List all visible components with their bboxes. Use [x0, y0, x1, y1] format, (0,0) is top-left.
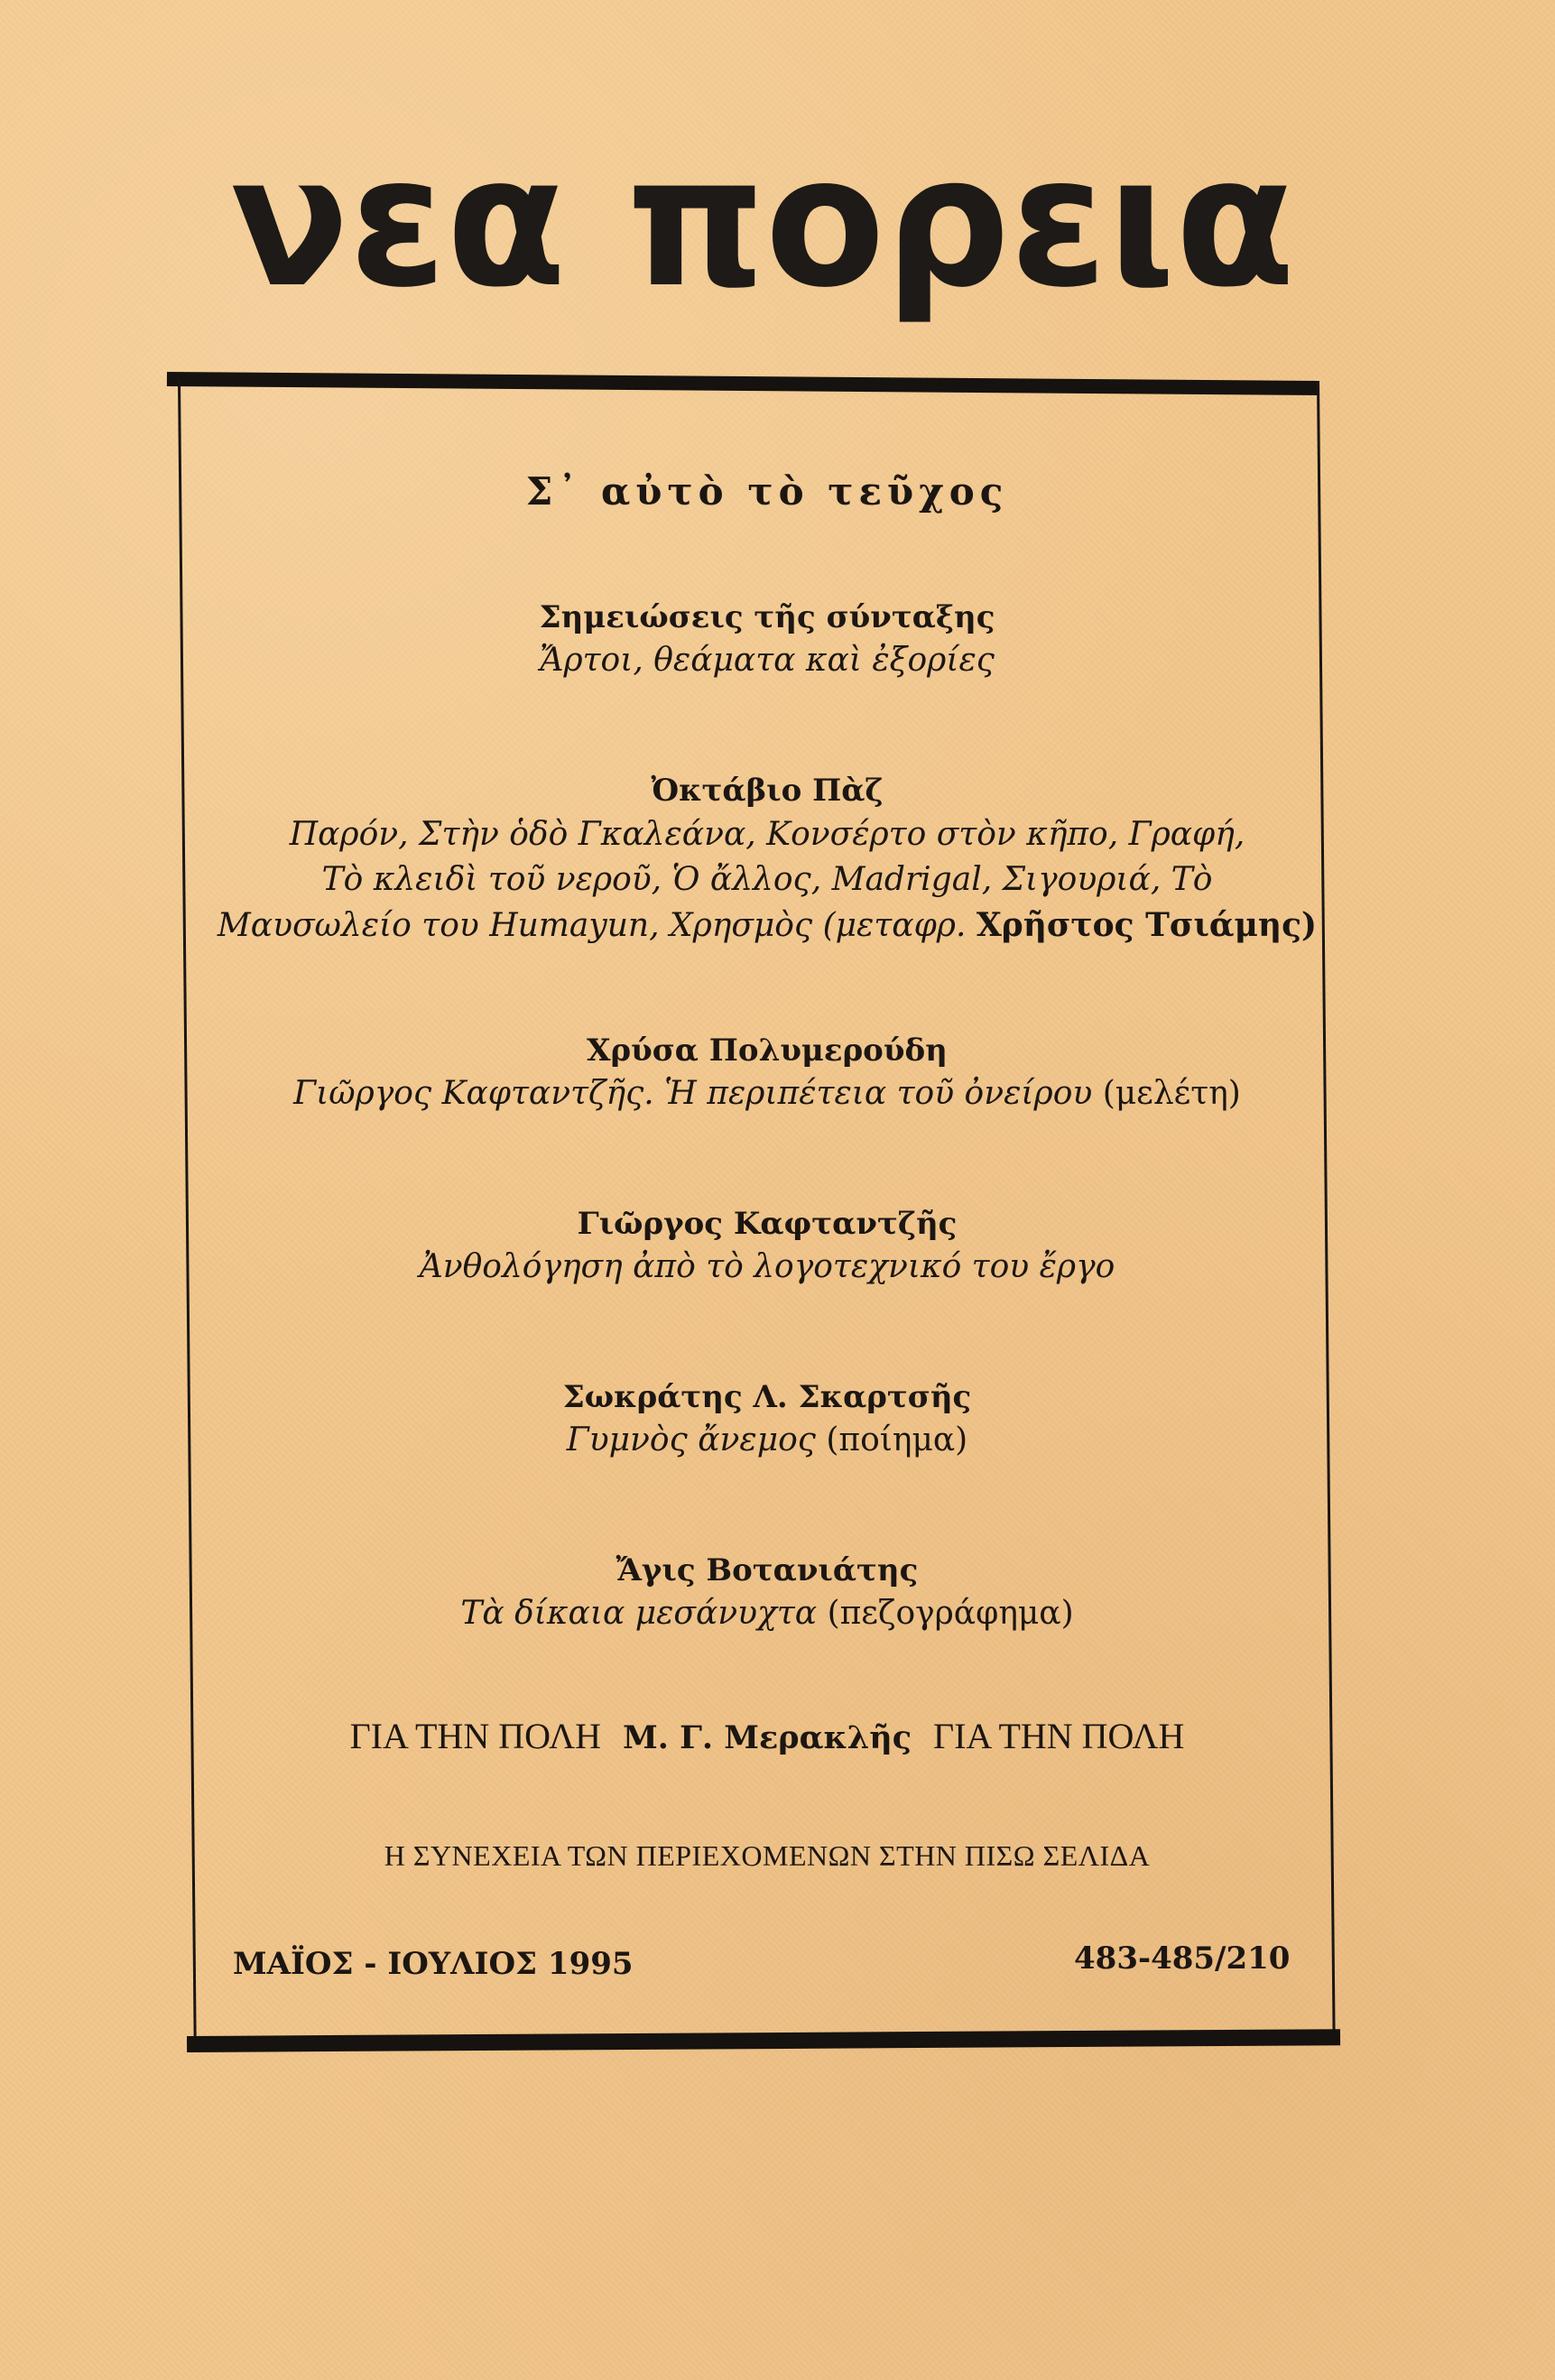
frame-left-rule: [178, 379, 197, 2049]
issue-number: 483-485/210: [1074, 1940, 1291, 1977]
entry-works-line: Παρόν, Στὴν ὁδὸ Γκαλεάνα, Κονσέρτο στὸν κῆπο, Γραφή,: [289, 816, 1245, 853]
entry-genre-note: (πεζογράφημα): [827, 1595, 1074, 1632]
issue-date: ΜΑΪΟΣ - ΙΟΥΛΙΟΣ 1995: [233, 1946, 634, 1982]
entry-works-line: Ἀνθολόγηση ἀπὸ τὸ λογοτεχνικό του ἔργο: [419, 1248, 1115, 1285]
toc-entry: [203, 769, 1331, 949]
frame-bottom-rule: [187, 2029, 1340, 2052]
toc-entry: [203, 1549, 1331, 1635]
entry-author: Ἄγις Βοτανιάτης: [616, 1552, 919, 1588]
entry-author: Ὀκτάβιο Πὰζ: [651, 773, 884, 809]
entry-works: [203, 812, 1331, 949]
toc-entry: [203, 1375, 1331, 1462]
toc-entry: [203, 1202, 1331, 1289]
entry-author: Γιῶργος Καφταντζῆς: [577, 1206, 958, 1242]
city-column-author: Μ. Γ. Μερακλῆς: [622, 1719, 912, 1756]
entry-works: [203, 1072, 1331, 1116]
city-column-left: ΓΙΑ ΤΗΝ ΠΟΛΗ: [349, 1716, 601, 1756]
city-column-right: ΓΙΑ ΤΗΝ ΠΟΛΗ: [933, 1716, 1185, 1756]
contents-heading: Σ᾽ αὐτὸ τὸ τεῦχος: [525, 469, 1009, 514]
entry-author: Σωκράτης Λ. Σκαρτσῆς: [562, 1379, 972, 1415]
city-column-line: [203, 1715, 1331, 1757]
toc-entry: [203, 596, 1331, 682]
entry-author: Σημειώσεις τῆς σύνταξης: [539, 599, 995, 635]
toc-entry: [203, 1029, 1331, 1116]
table-of-contents: [203, 451, 1331, 1872]
magazine-masthead: [194, 117, 1331, 357]
entry-works-line: Τὸ κλειδὶ τοῦ νεροῦ, Ὁ ἄλλος, Madrigal, Σιγουριά, Τὸ: [321, 861, 1213, 898]
entry-translator: Χρῆστος Τσιάμης): [976, 906, 1318, 944]
entry-works: [203, 1246, 1331, 1289]
masthead-title: νεα πορεια: [230, 117, 1295, 328]
entry-works: [203, 1419, 1331, 1462]
frame-top-rule: [167, 372, 1319, 395]
entry-works-line: Γυμνὸς ἄνεμος: [566, 1422, 816, 1459]
entry-works-line: Μαυσωλείο του Humayun, Χρησμὸς (μεταφρ.: [217, 907, 967, 944]
entry-genre-note: (μελέτη): [1102, 1075, 1241, 1112]
entry-works-line: Ἄρτοι, θεάματα καὶ ἐξορίες: [540, 642, 995, 679]
continued-note: Η ΣΥΝΕΧΕΙΑ ΤΩΝ ΠΕΡΙΕΧΟΜΕΝΩΝ ΣΤΗΝ ΠΙΣΩ ΣΕΛΙΔΑ: [384, 1839, 1151, 1872]
entry-genre-note: (ποίημα): [826, 1422, 968, 1459]
entry-works: [203, 1592, 1331, 1635]
entry-works-line: Τὰ δίκαια μεσάνυχτα: [460, 1595, 818, 1632]
entry-works: [203, 639, 1331, 682]
entry-author: Χρύσα Πολυμερούδη: [587, 1033, 948, 1069]
masthead-logo: [194, 117, 1331, 357]
entry-works-line: Γιῶργος Καφταντζῆς. Ἡ περιπέτεια τοῦ ὀνείρου: [293, 1075, 1093, 1112]
